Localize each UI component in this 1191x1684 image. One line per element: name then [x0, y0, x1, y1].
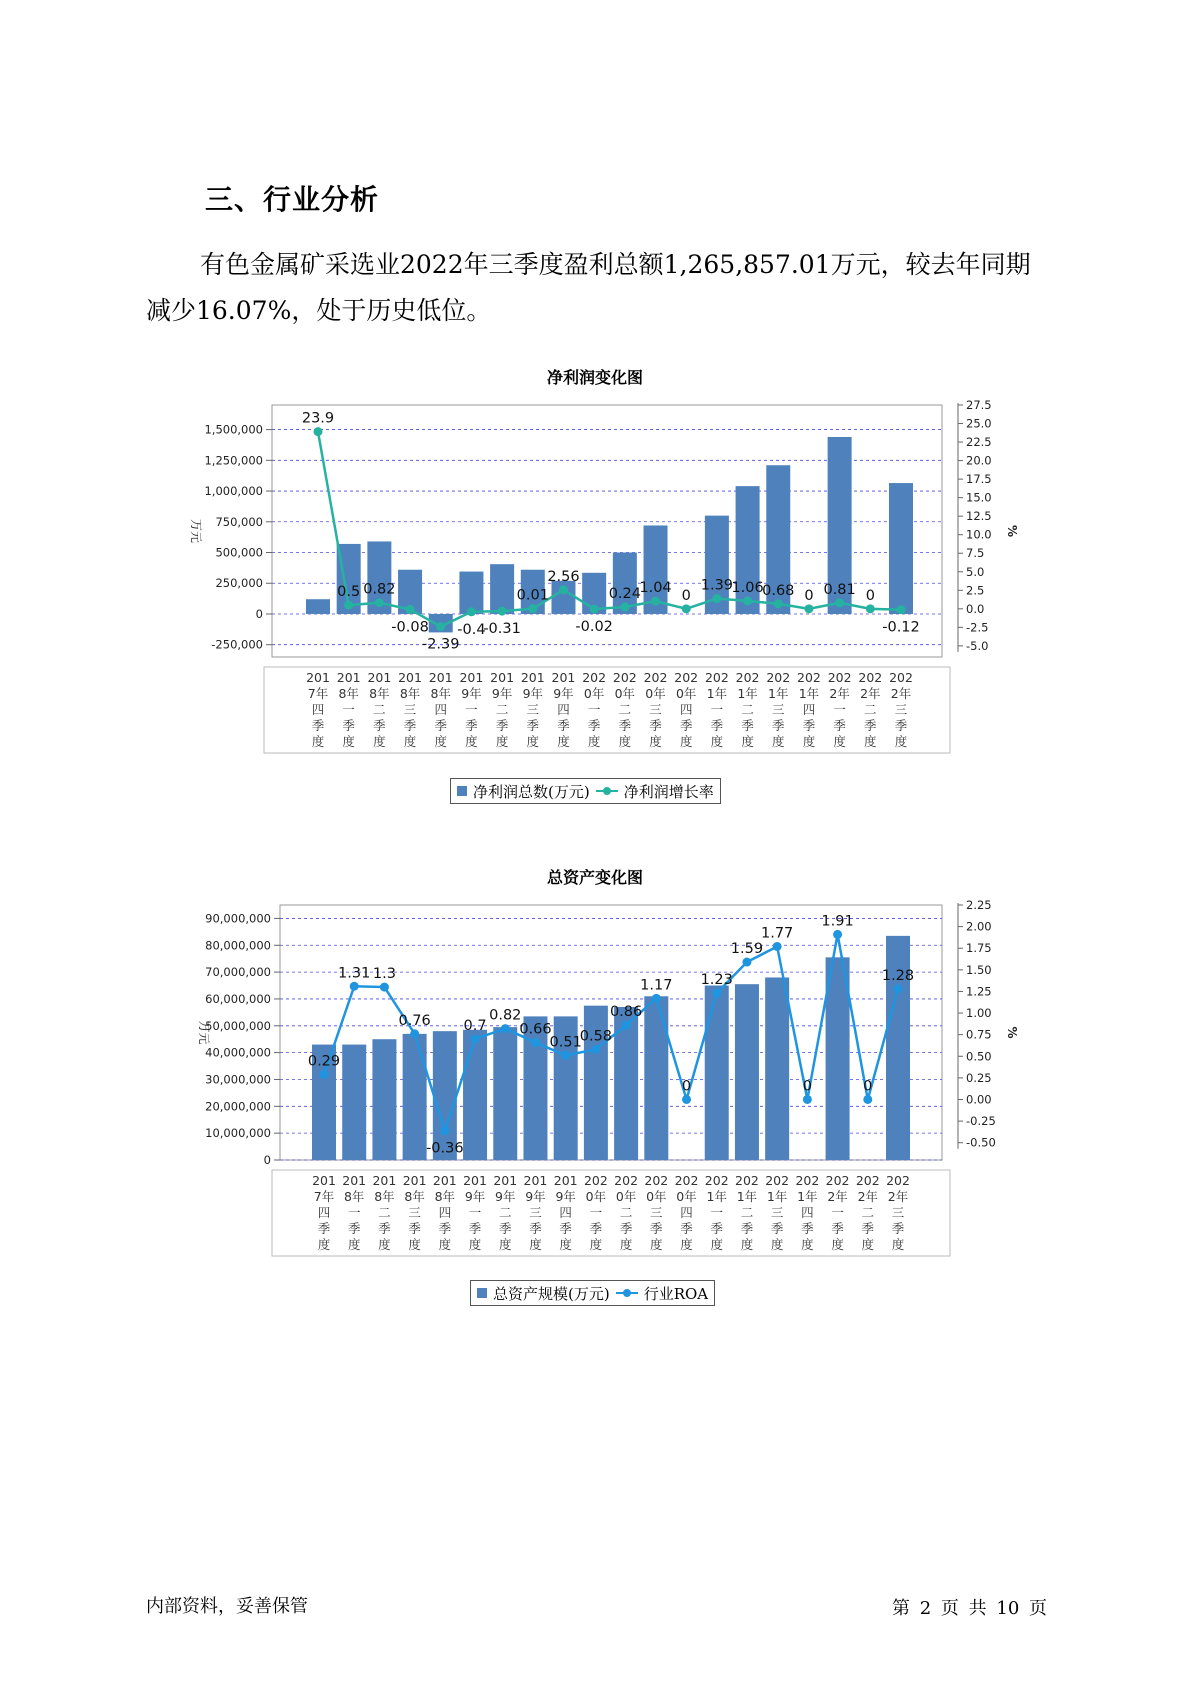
data-label: 0.66 [519, 1021, 552, 1038]
y-tick-label: 20,000,000 [205, 1099, 271, 1114]
y-tick-label: 750,000 [215, 514, 263, 529]
chart2-title: 总资产变化图 [546, 868, 643, 887]
x-tick-label: 201 8年二季度 [372, 1173, 397, 1252]
legend-bar-swatch [457, 786, 467, 796]
data-label: 1.31 [338, 965, 371, 982]
line-point [712, 594, 721, 603]
data-label: -0.36 [426, 1140, 464, 1157]
x-tick-label: 201 7年四季度 [312, 1173, 336, 1252]
y-tick-label: 500,000 [215, 545, 263, 560]
y2-tick-label: 1.00 [966, 1006, 992, 1021]
line-point [620, 603, 629, 612]
x-tick-label: 201 9年二季度 [493, 1173, 518, 1252]
x-tick-label: 201 9年二季度 [490, 670, 515, 749]
data-label: 0.82 [363, 581, 396, 598]
line-point [380, 983, 389, 992]
x-tick-label: 202 0年一季度 [582, 670, 607, 749]
y2-tick-label: -5.0 [966, 638, 989, 653]
x-tick-label: 201 8年二季度 [367, 670, 392, 749]
y2-tick-label: 0.0 [966, 601, 985, 616]
line-point [742, 958, 751, 967]
x-tick-label: 202 2年二季度 [858, 670, 883, 749]
y2-tick-label: 12.5 [966, 509, 992, 524]
y-tick-label: 0 [263, 1153, 271, 1167]
x-tick-label: 202 0年三季度 [644, 1173, 669, 1252]
y2-tick-label: 17.5 [966, 472, 992, 487]
data-label: 0.86 [609, 1004, 643, 1021]
y-tick-label: 30,000,000 [205, 1072, 271, 1087]
intro-paragraph-text: 有色金属矿采选业2022年三季度盈利总额1,265,857.01万元，较去年同期减少16.07%，处于历史低位。 [146, 250, 1031, 325]
bar [889, 483, 913, 614]
legend-bar-swatch [477, 1288, 487, 1298]
data-label: -0.08 [391, 619, 429, 636]
x-tick-label: 202 0年四季度 [674, 670, 699, 749]
data-label: 1.59 [730, 941, 764, 958]
y2-tick-label: 27.5 [966, 398, 992, 412]
line-point [803, 1095, 812, 1104]
bar [705, 986, 729, 1160]
x-tick-label: 202 1年四季度 [797, 670, 821, 749]
data-label: 0 [802, 1078, 812, 1095]
x-tick-label: 201 8年三季度 [398, 670, 422, 749]
line-point [682, 1095, 691, 1104]
x-tick-label: 202 1年二季度 [735, 1173, 759, 1252]
x-tick-label: 202 2年一季度 [825, 1173, 850, 1252]
legend-label-total-assets: 总资产规模(万元) [493, 1284, 610, 1303]
line-point [652, 994, 661, 1003]
data-label: 0.01 [516, 587, 549, 604]
line-point [406, 605, 415, 614]
data-label: -0.31 [483, 621, 521, 638]
x-tick-label: 201 9年三季度 [520, 670, 545, 749]
bar [342, 1045, 366, 1160]
y-tick-label: 1,000,000 [204, 484, 263, 499]
x-tick-label: 201 9年三季度 [523, 1173, 548, 1252]
y2-tick-label: 1.25 [966, 984, 992, 999]
x-tick-label: 201 9年四季度 [553, 1173, 578, 1252]
x-tick-label: 201 8年一季度 [336, 670, 361, 749]
y-tick-label: 90,000,000 [205, 911, 271, 926]
y2-tick-label: 5.0 [966, 564, 985, 579]
legend-label-roa: 行业ROA [643, 1284, 709, 1303]
x-tick-label: 202 1年一季度 [704, 670, 729, 749]
line-point [712, 989, 721, 998]
line-point [866, 604, 875, 613]
y2-tick-label: 10.0 [966, 527, 992, 542]
data-label: 0.81 [823, 581, 856, 598]
line-point [622, 1021, 631, 1030]
x-tick-label: 202 0年一季度 [583, 1173, 608, 1252]
data-label: 1.39 [700, 577, 734, 594]
bar [644, 996, 668, 1160]
data-label: 1.17 [640, 977, 673, 994]
intro-paragraph [146, 242, 1046, 334]
data-label: 1.28 [881, 967, 915, 984]
y-tick-label: -250,000 [211, 637, 263, 652]
y-tick-label: 70,000,000 [205, 965, 271, 980]
data-label: 23.9 [301, 410, 335, 427]
line-point [436, 622, 445, 631]
line-point [561, 1051, 570, 1060]
bar [403, 1034, 427, 1160]
line-point [743, 596, 752, 605]
y2-axis-title: % [1005, 524, 1019, 538]
line-point [833, 930, 842, 939]
net-profit-chart [0, 385, 1191, 775]
data-label: 0 [865, 587, 875, 604]
section-heading: 三、行业分析 [205, 183, 380, 216]
x-tick-label: 202 2年三季度 [886, 1173, 910, 1252]
line-point [590, 604, 599, 613]
x-tick-label: 202 1年四季度 [795, 1173, 820, 1252]
line-point [471, 1034, 480, 1043]
y-tick-label: 250,000 [215, 576, 263, 591]
data-label: 0.24 [608, 586, 641, 603]
line-point [375, 598, 384, 607]
y-axis-title: 万元 [197, 1020, 211, 1045]
data-label: -0.12 [882, 619, 920, 636]
x-tick-label: 202 0年三季度 [643, 670, 668, 749]
legend-label-growth: 净利润增长率 [623, 782, 714, 801]
y-axis-title: 万元 [189, 518, 203, 544]
chart2-legend [470, 1280, 715, 1306]
data-label: -2.39 [421, 636, 460, 653]
x-tick-label: 202 0年四季度 [674, 1173, 699, 1252]
y2-axis-title: % [1005, 1026, 1019, 1039]
y2-tick-label: 2.00 [966, 919, 992, 934]
line-point [682, 604, 691, 613]
bar [614, 1007, 638, 1160]
bar [490, 564, 514, 614]
bar [306, 599, 330, 614]
x-tick-label: 201 7年四季度 [306, 670, 330, 749]
y2-tick-label: 1.75 [966, 941, 992, 956]
line-point [528, 604, 537, 613]
y-tick-label: 10,000,000 [205, 1126, 271, 1141]
data-label: 1.23 [700, 972, 733, 989]
data-label: -0.02 [575, 618, 613, 635]
y2-tick-label: 1.50 [966, 962, 992, 977]
bar [372, 1039, 396, 1160]
x-tick-label: 202 1年三季度 [766, 670, 791, 749]
x-tick-label: 202 2年一季度 [827, 670, 852, 749]
bar [735, 984, 759, 1160]
line-point [835, 598, 844, 607]
y2-tick-label: -0.50 [966, 1135, 996, 1150]
total-assets-chart [0, 885, 1191, 1275]
x-tick-label: 201 9年一季度 [459, 670, 484, 749]
line-point [591, 1045, 600, 1054]
x-tick-label: 201 9年四季度 [551, 670, 576, 749]
data-label: 1.3 [372, 966, 396, 983]
y2-tick-label: -0.25 [966, 1114, 996, 1129]
legend-label-net-profit: 净利润总数(万元) [473, 782, 590, 801]
legend-line-swatch [596, 785, 618, 797]
line-point [320, 1070, 329, 1079]
data-label: 0.68 [762, 582, 795, 599]
data-label: 0.58 [579, 1028, 613, 1045]
line-point [531, 1038, 540, 1047]
x-tick-label: 201 8年四季度 [428, 670, 453, 749]
y2-tick-label: 20.0 [966, 453, 992, 468]
line-point [897, 605, 906, 614]
line-point [894, 984, 903, 993]
line-point [467, 607, 476, 616]
bar [826, 957, 850, 1160]
line-point [559, 585, 568, 594]
y2-tick-label: 0.75 [966, 1027, 992, 1042]
y2-tick-label: -2.5 [966, 620, 989, 635]
data-label: 0.76 [398, 1012, 431, 1029]
y2-tick-label: 0.00 [966, 1092, 992, 1107]
data-label: 2.56 [547, 568, 580, 585]
bar [463, 1030, 487, 1160]
data-label: 1.77 [761, 925, 794, 942]
data-label: 0 [863, 1078, 873, 1095]
y-tick-label: 60,000,000 [205, 991, 271, 1006]
data-label: 0.5 [337, 584, 361, 601]
legend-line-swatch [616, 1287, 638, 1299]
line-point [350, 982, 359, 991]
x-tick-label: 201 9年一季度 [463, 1173, 487, 1252]
x-tick-label: 202 1年一季度 [704, 1173, 729, 1252]
data-label: 0 [681, 587, 691, 604]
x-tick-label: 202 2年三季度 [889, 670, 913, 749]
x-tick-label: 202 0年二季度 [614, 1173, 639, 1252]
chart1-legend [450, 778, 721, 804]
y2-tick-label: 2.25 [966, 898, 992, 912]
data-label: 0.7 [463, 1017, 487, 1034]
y-tick-label: 1,500,000 [204, 422, 263, 437]
data-label: 0.51 [549, 1034, 582, 1051]
y2-tick-label: 22.5 [966, 435, 992, 450]
line-point [314, 427, 323, 436]
chart1-title: 净利润变化图 [546, 368, 643, 387]
footer-confidential-note: 内部资料，妥善保管 [146, 1596, 308, 1617]
y2-tick-label: 25.0 [966, 416, 992, 431]
line-point [651, 597, 660, 606]
data-label: 0.29 [307, 1053, 341, 1070]
line-point [863, 1095, 872, 1104]
data-label: -0.4 [457, 621, 486, 638]
line-point [773, 942, 782, 951]
y2-tick-label: 0.25 [966, 1070, 992, 1085]
line-point [774, 599, 783, 608]
footer-page-number: 第 2 页 共 10 页 [892, 1598, 1047, 1619]
x-tick-label: 202 1年二季度 [735, 670, 760, 749]
line-point [501, 1024, 510, 1033]
data-label: 0 [804, 587, 814, 604]
data-label: 1.91 [821, 913, 854, 930]
x-tick-label: 202 0年二季度 [612, 670, 637, 749]
x-tick-label: 202 1年三季度 [765, 1173, 790, 1252]
y-tick-label: 80,000,000 [205, 938, 271, 953]
data-label: 0 [681, 1078, 692, 1095]
bar [493, 1027, 517, 1160]
line-point [410, 1029, 419, 1038]
x-tick-label: 201 8年一季度 [342, 1173, 367, 1252]
data-label: 1.04 [639, 580, 672, 597]
y2-tick-label: 7.5 [966, 546, 985, 561]
line-point [804, 604, 813, 613]
line-point [440, 1126, 449, 1135]
y2-tick-label: 0.50 [966, 1049, 992, 1064]
line-point [344, 601, 353, 610]
line-point [498, 607, 507, 616]
y-tick-label: 40,000,000 [205, 1045, 271, 1060]
y-tick-label: 1,250,000 [204, 453, 263, 468]
y2-tick-label: 2.5 [966, 583, 985, 598]
data-label: 0.82 [489, 1007, 522, 1024]
x-tick-label: 201 8年三季度 [402, 1173, 427, 1252]
data-label: 1.06 [731, 579, 764, 596]
bar [765, 977, 789, 1160]
y-tick-label: 0 [255, 606, 263, 621]
x-tick-label: 202 2年二季度 [855, 1173, 880, 1252]
y-tick-label: 50,000,000 [205, 1018, 271, 1033]
x-tick-label: 201 8年四季度 [432, 1173, 457, 1252]
y2-tick-label: 15.0 [966, 490, 992, 505]
